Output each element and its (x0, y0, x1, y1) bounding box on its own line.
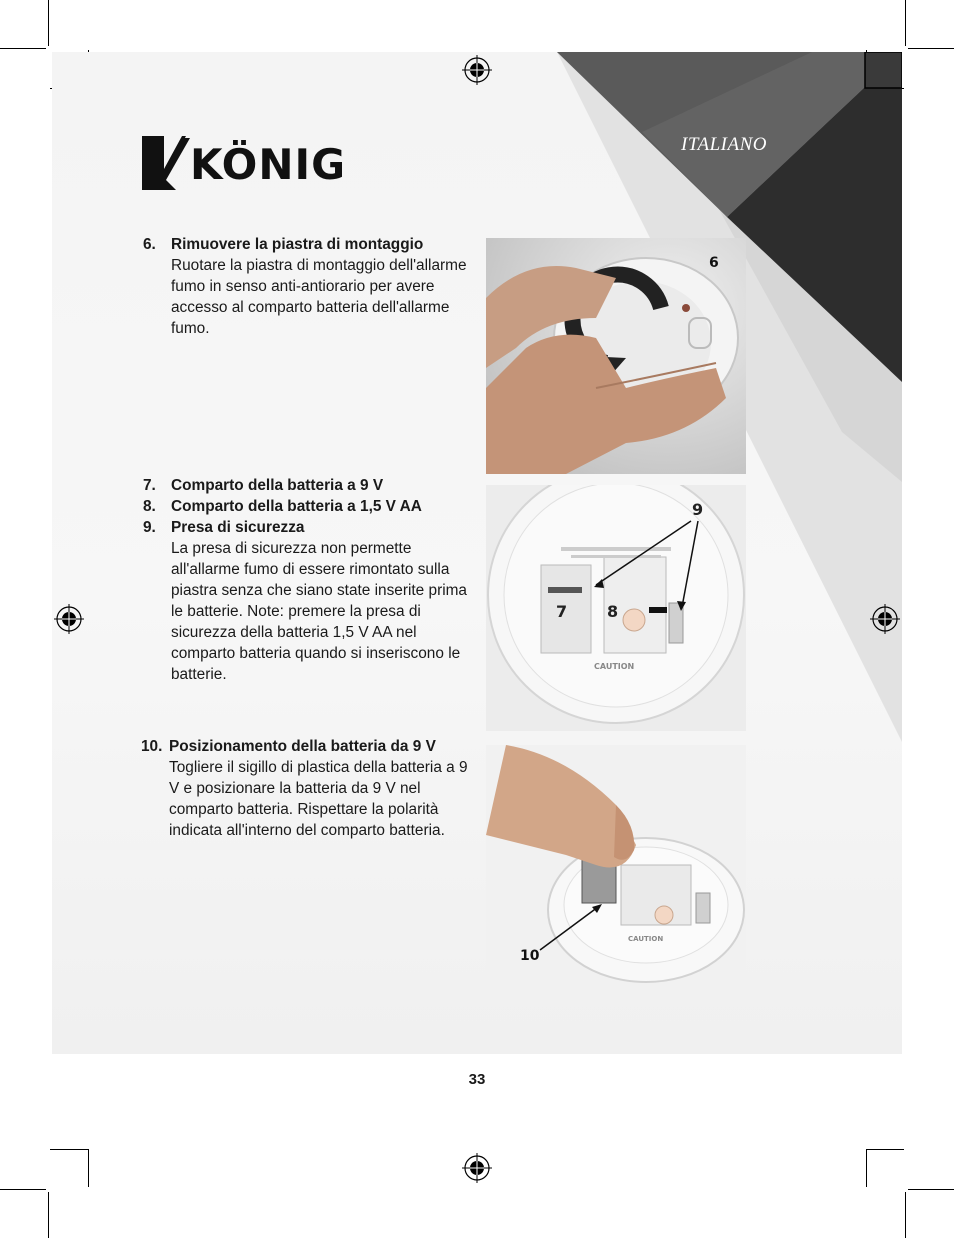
registration-mark-icon (462, 55, 492, 85)
step-6 (143, 234, 478, 339)
step-title: Comparto della batteria a 9 V (171, 477, 384, 494)
konig-logo (142, 136, 342, 195)
step-body: Togliere il sigillo di plastica della batteria a 9 V e posizionare la batteria da 9 V nel comparto batteria. Rispettare la polarità indicata all'interno del comparto batteria. (169, 759, 468, 839)
steps-7-9 (143, 475, 478, 685)
registration-mark-icon (462, 1153, 492, 1183)
caution-label: CAUTION (628, 935, 664, 943)
svg-text:KÖNIG: KÖNIG (190, 140, 342, 189)
caution-label: CAUTION (594, 662, 635, 671)
crop-mark (905, 0, 906, 46)
crop-mark (905, 1192, 906, 1238)
step-title: Rimuovere la piastra di montaggio (171, 236, 424, 253)
figure-label-8: 8 (607, 602, 619, 621)
figure-label-9: 9 (692, 500, 704, 519)
step-number: 7. (143, 477, 156, 494)
step-title: Presa di sicurezza (171, 519, 305, 536)
figure-label-7: 7 (556, 602, 568, 621)
step-10 (143, 736, 478, 841)
crop-mark (866, 1149, 904, 1150)
step-body: Ruotare la piastra di montaggio dell'allarme fumo in senso anti-antiorario per avere accesso al comparto batteria dell'allarme fumo. (171, 257, 467, 337)
crop-mark (48, 1192, 49, 1238)
figure-label-10: 10 (520, 948, 540, 964)
step-body: La presa di sicurezza non permette all'allarme fumo di essere rimontato sulla piastra senza che siano state inserite prima le batterie. Note: premere la presa di sicurezza della batteria 1,5 V AA nel comparto batteria quando si inseriscono le batterie. (171, 540, 467, 683)
photo-insert-battery (486, 745, 746, 1004)
registration-mark-icon (54, 604, 84, 634)
crop-mark (88, 1149, 89, 1187)
crop-mark (48, 0, 49, 46)
step-number: 8. (143, 498, 156, 515)
figure-label-6: 6 (709, 255, 719, 271)
crop-mark (0, 48, 46, 49)
registration-mark-icon (870, 604, 900, 634)
photo-rotate-plate (486, 238, 746, 474)
crop-mark (0, 1189, 46, 1190)
crop-mark (866, 1149, 867, 1187)
language-label: ITALIANO (681, 134, 767, 155)
step-number: 6. (143, 236, 156, 253)
step-title: Comparto della batteria a 1,5 V AA (171, 498, 422, 515)
step-number: 10. (141, 738, 163, 755)
crop-mark (908, 1189, 954, 1190)
page-number: 33 (468, 1071, 486, 1088)
photo-battery-compartments (486, 485, 746, 731)
crop-mark (50, 1149, 88, 1150)
crop-mark (908, 48, 954, 49)
step-title: Posizionamento della batteria da 9 V (169, 738, 436, 755)
step-number: 9. (143, 519, 156, 536)
